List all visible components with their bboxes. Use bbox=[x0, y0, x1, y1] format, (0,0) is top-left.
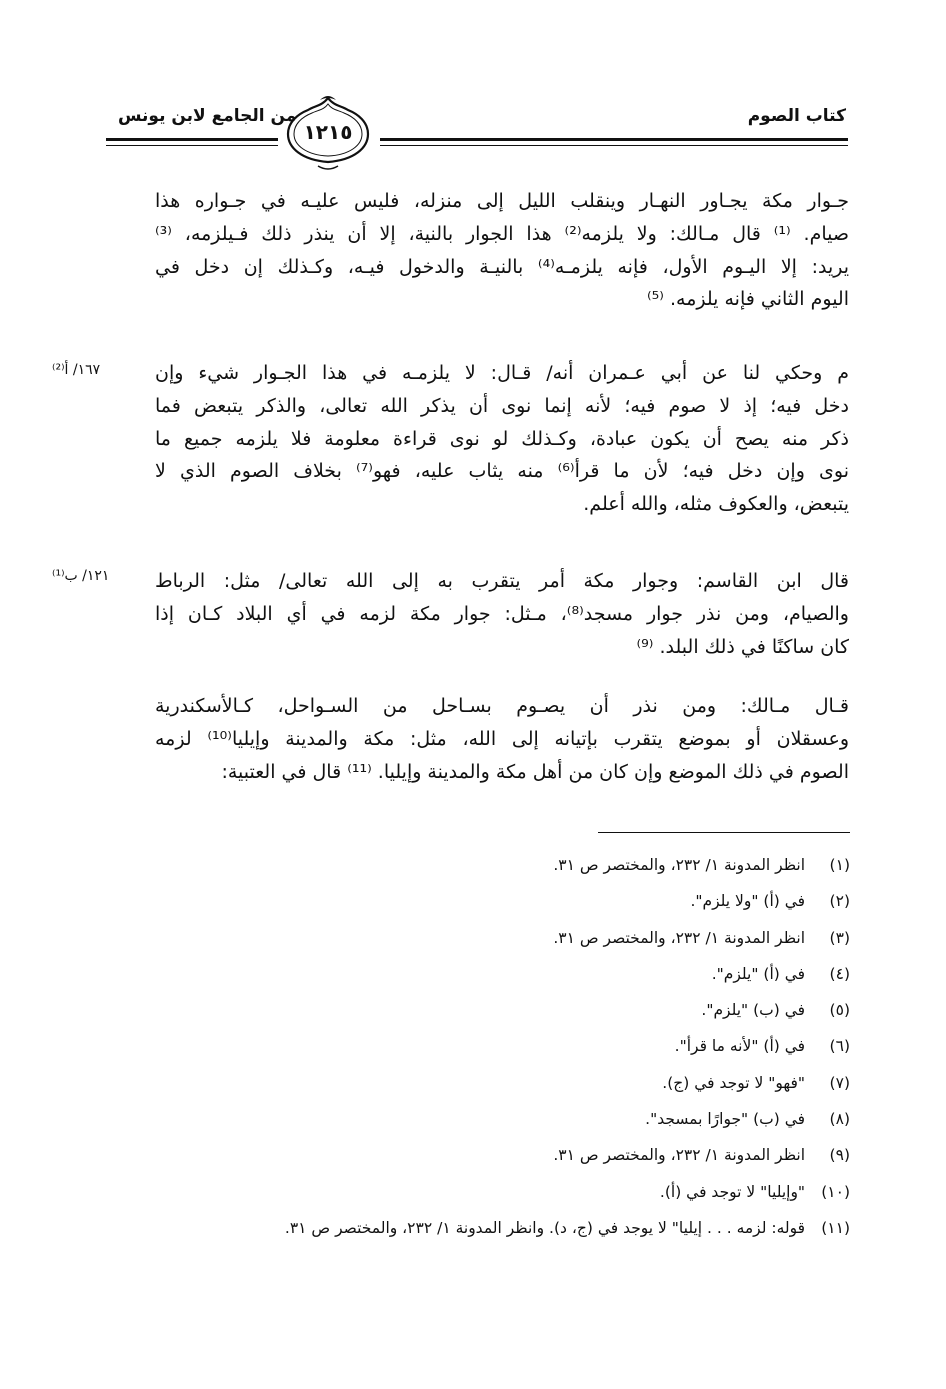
footnote-separator bbox=[598, 832, 850, 833]
footnote bbox=[150, 1177, 850, 1213]
footnote-text: "وإيليا" لا توجد في (أ). bbox=[659, 1182, 806, 1201]
footnote-text: في (أ) "يلزم". bbox=[711, 964, 806, 983]
text-line: دخل فيه؛ إذ لا صوم فيه؛ لأنه إنما نوى أن يذكر الله تعالى، والذكر يتبعض فما bbox=[155, 394, 849, 417]
footnote-text: انظر المدونة ١/ ٢٣٢، والمختصر ص ٣١. bbox=[553, 856, 806, 874]
paragraph-1 bbox=[155, 185, 849, 316]
text-line: اليوم الثاني فإنه يلزمه. ⁽⁵⁾ bbox=[646, 288, 849, 311]
footnote bbox=[150, 1068, 850, 1104]
footnote-number: (٩) bbox=[829, 1146, 850, 1165]
footnote-text: في (أ) "ولا يلزم". bbox=[690, 892, 806, 911]
text-line: قـال مـالك: ومن نذر أن يصـوم بسـاحل من السـواحل، كـالأسكندرية bbox=[155, 695, 849, 717]
footnote bbox=[150, 850, 850, 886]
footnotes bbox=[150, 850, 850, 1249]
footnote bbox=[150, 886, 850, 922]
footnote bbox=[150, 959, 850, 995]
text-line: صيام. ⁽¹⁾ قال مـالك: ولا يلزمه⁽²⁾ هذا الجوار بالنية، إلا أن ينذر ذلك فـيلزمه، ⁽³⁾ bbox=[155, 222, 849, 245]
footnote bbox=[150, 1031, 850, 1067]
text-line: وعسقلان أو بموضع يتقرب بإتيانه إلى الله، مثل: مكة والمدينة وإيليا⁽¹⁰⁾ لزمه bbox=[155, 727, 849, 750]
margin-folio-note: ١٦٧/ أ⁽²⁾ bbox=[52, 362, 101, 378]
margin-folio-note: ١٢١/ ب⁽¹⁾ bbox=[52, 568, 110, 584]
text-line: ذكر منه يصح أن يكون عبادة، وكـذلك لو نوى قراءة معلومة فلا يلزمه جميع ما bbox=[155, 427, 849, 450]
footnote bbox=[150, 1104, 850, 1140]
footnote bbox=[150, 1140, 850, 1176]
footnote-number: (١١) bbox=[821, 1218, 850, 1237]
header-rule-left bbox=[106, 138, 278, 141]
footnote-number: (٥) bbox=[829, 1001, 850, 1020]
footnote-text: في (أ) "لأنه ما قرأ". bbox=[674, 1037, 806, 1056]
paragraph-2 bbox=[155, 357, 849, 521]
text-line: كان ساكنًا في ذلك البلد. ⁽⁹⁾ bbox=[636, 635, 849, 658]
text-line: قال ابن القاسم: وجوار مكة أمر يتقرب به إلى الله تعالى/ مثل: الرباط bbox=[155, 570, 849, 592]
footnote-number: (٣) bbox=[829, 928, 850, 947]
footnote bbox=[150, 923, 850, 959]
footnote-number: (٤) bbox=[829, 964, 850, 983]
footnote-number: (٢) bbox=[829, 892, 850, 911]
footnote bbox=[150, 995, 850, 1031]
text-line: يتبعض، والعكوف مثله، والله أعلم. bbox=[583, 493, 849, 516]
text-line: الصوم في ذلك الموضع وإن كان من أهل مكة والمدينة وإيليا. ⁽¹¹⁾ قال في العتبية: bbox=[221, 760, 849, 783]
paragraph-4 bbox=[155, 690, 849, 788]
page-number: ١٢١٥ bbox=[303, 120, 353, 144]
footnote-number: (٦) bbox=[829, 1037, 850, 1056]
footnote-text: في (ب) "يلزم". bbox=[701, 1001, 806, 1020]
text-line: جـوار مكة يجـاور النهـار وينقلب الليل إلى منزله، فليس عليـه في جـواره هذا bbox=[155, 190, 849, 212]
footnote-number: (١٠) bbox=[821, 1182, 850, 1201]
footnote-text: في (ب) "جوارًا بمسجد". bbox=[645, 1110, 806, 1129]
text-line: م وحكي لنا عن أبي عـمران أنه/ قـال: لا يلزمـه في هذا الجـوار شيء وإن bbox=[155, 362, 849, 384]
text-line: يريد: إلا اليـوم الأول، فإنه يلزمـه⁽⁴⁾ بالنيـة والدخول فيـه، وكـذلك إن دخل في bbox=[155, 255, 849, 278]
text-line: والصيام، ومن نذر جوار مسجد⁽⁸⁾، مـثل: جوار مكة لزمه في أي البلاد كـان إذا bbox=[155, 602, 849, 625]
paragraph-3 bbox=[155, 565, 849, 663]
text-line: نوى وإن دخل فيه؛ لأن ما قرأ⁽⁶⁾ منه يثاب عليه، فهو⁽⁷⁾ بخلاف الصوم الذي لا bbox=[155, 460, 849, 483]
footnote-text: انظر المدونة ١/ ٢٣٢، والمختصر ص ٣١. bbox=[553, 1146, 806, 1165]
footnote-text: "فهو" لا توجد في (ج). bbox=[662, 1073, 806, 1092]
footnote bbox=[150, 1213, 850, 1249]
footnote-number: (١) bbox=[829, 856, 850, 874]
footnote-text: قوله: لزمه . . . إيليا" لا يوجد في (ج، د). وانظر المدونة ١/ ٢٣٢، والمختصر ص ٣١. bbox=[284, 1218, 806, 1237]
footnote-text: انظر المدونة ١/ ٢٣٢، والمختصر ص ٣١. bbox=[553, 928, 806, 947]
running-head-book-title: كتاب الصوم bbox=[747, 106, 846, 126]
running-head-work-title: من الجامع لابن يونس bbox=[118, 106, 297, 126]
header-rule-left-thin bbox=[106, 145, 278, 146]
footnote-number: (٨) bbox=[829, 1110, 850, 1129]
header-rule-right-thin bbox=[380, 145, 848, 146]
footnote-number: (٧) bbox=[829, 1073, 850, 1092]
header-rule-right bbox=[380, 138, 848, 141]
